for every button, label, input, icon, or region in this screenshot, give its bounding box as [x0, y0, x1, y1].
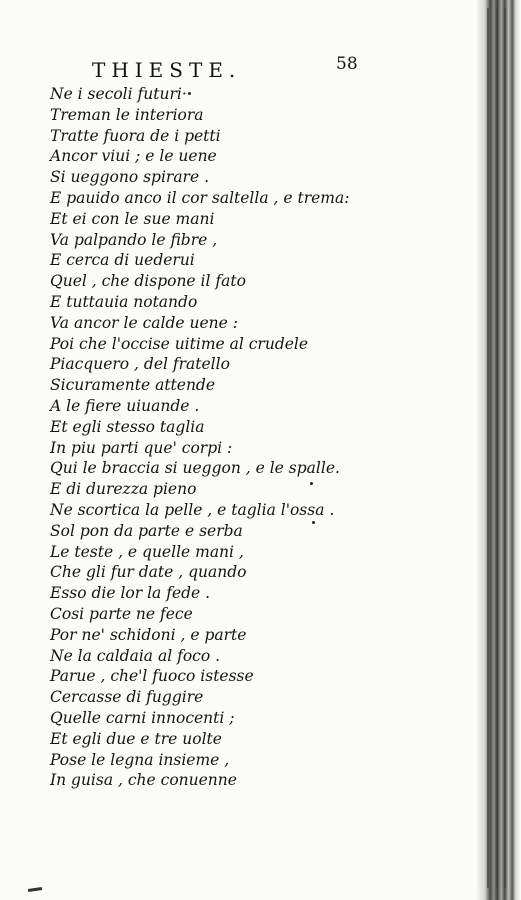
ink-speck	[312, 521, 315, 524]
verse-line: Che gli fur date , quando	[50, 563, 247, 582]
verse-line: Tratte fuora de i petti	[50, 126, 221, 145]
verse-block	[50, 84, 450, 791]
verse-line: Cercasse di fuggire	[50, 688, 204, 707]
ink-mark	[28, 887, 42, 892]
ink-speck	[188, 92, 191, 95]
verse-line: Sicuramente attende	[50, 376, 216, 395]
verse-line: Va palpando le fibre ,	[50, 230, 218, 249]
verse-line: Et egli stesso taglia	[50, 417, 205, 436]
verse-line: Ne scortica la pelle , e taglia l'ossa .	[50, 500, 335, 519]
verse-line: Esso die lor la fede .	[50, 584, 211, 603]
verse-line: In piu parti que' corpi :	[50, 438, 233, 457]
verse-line: Sol pon da parte e serba	[50, 521, 243, 540]
verse-line: Ne la caldaia al foco .	[50, 646, 221, 665]
verse-line: Piacquero , del fratello	[50, 355, 230, 374]
edge-line	[487, 8, 489, 888]
verse-line: Poi che l'occise uitime al crudele	[50, 334, 309, 353]
running-header: THIESTE.	[92, 58, 242, 82]
edge-line	[504, 8, 506, 888]
page-number: 58	[336, 54, 358, 74]
verse-line: Treman le interiora	[50, 105, 204, 124]
verse-line: Quelle carni innocenti ;	[50, 708, 235, 727]
verse-line: Ne i secoli futuri·	[50, 85, 187, 103]
verse-line: Ancor viui ; e le uene	[50, 147, 217, 166]
ink-speck	[310, 482, 313, 485]
verse-line: Si ueggono spirare .	[50, 168, 209, 187]
verse-line: Le teste , e quelle mani ,	[50, 542, 244, 561]
verse-line: E di durezza pieno	[50, 480, 197, 499]
edge-line	[496, 8, 498, 888]
verse-line: A le fiere uiuande .	[50, 396, 200, 415]
verse-line: Parue , che'l fuoco istesse	[50, 667, 254, 686]
verse-line: Va ancor le calde uene :	[50, 313, 238, 332]
verse-line: Pose le legna insieme ,	[50, 750, 230, 769]
verse-line: Por ne' schidoni , e parte	[50, 625, 247, 644]
verse-line: Qui le braccia si ueggon , e le spalle.	[50, 459, 340, 478]
verse-line: Et egli due e tre uolte	[50, 729, 222, 748]
verse-line: E cerca di uederui	[50, 251, 195, 270]
verse-line: E pauido anco il cor saltella , e trema:	[50, 188, 350, 207]
verse-line: Et ei con le sue mani	[50, 209, 215, 228]
verse-line: In guisa , che conuenne	[50, 771, 237, 790]
verse-line: E tuttauia notando	[50, 292, 198, 311]
verse-line: Cosi parte ne fece	[50, 604, 193, 623]
verse-line: Quel , che dispone il fato	[50, 272, 246, 291]
book-edge	[477, 0, 521, 900]
